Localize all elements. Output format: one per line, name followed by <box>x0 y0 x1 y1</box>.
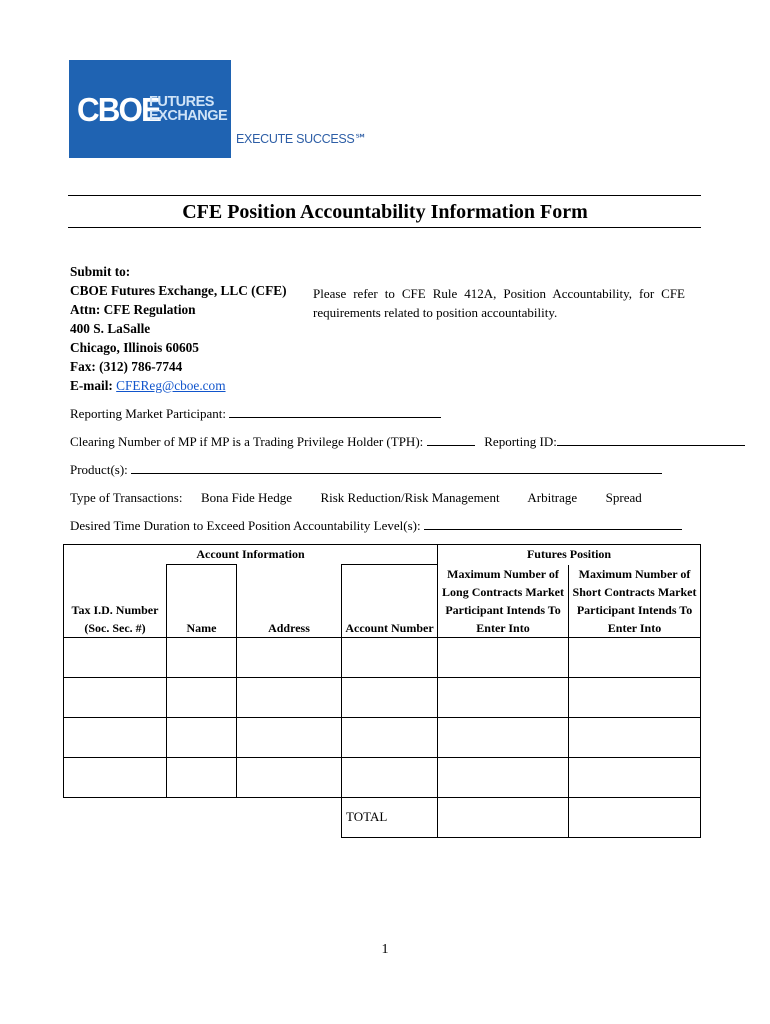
cell-tax-id[interactable] <box>64 717 167 757</box>
cell-name[interactable] <box>167 677 237 717</box>
total-label: TOTAL <box>342 797 438 837</box>
transactions-line <box>70 490 642 506</box>
submit-fax: Fax: (312) 786-7744 <box>70 359 183 374</box>
header-address: Address <box>237 565 342 638</box>
transaction-option-risk[interactable]: Risk Reduction/Risk Management <box>320 490 500 505</box>
submit-city: Chicago, Illinois 60605 <box>70 340 199 355</box>
cell-address[interactable] <box>237 637 342 677</box>
clearing-number-field[interactable] <box>427 435 475 446</box>
cell-max-short[interactable] <box>569 677 701 717</box>
transaction-option-spread[interactable]: Spread <box>605 490 642 505</box>
header-tax-id: Tax I.D. Number (Soc. Sec. #) <box>64 565 167 638</box>
reporting-mp-label: Reporting Market Participant: <box>70 406 226 421</box>
products-label: Product(s): <box>70 462 128 477</box>
reporting-mp-field[interactable] <box>229 407 441 418</box>
header-name: Name <box>167 565 237 638</box>
cell-account-number[interactable] <box>342 717 438 757</box>
reporting-id-field[interactable] <box>557 435 745 446</box>
cell-max-short[interactable] <box>569 757 701 797</box>
table-row <box>64 637 701 677</box>
cboe-logo <box>69 60 231 158</box>
table-row <box>64 717 701 757</box>
submit-street: 400 S. LaSalle <box>70 321 151 336</box>
cell-address[interactable] <box>237 677 342 717</box>
total-max-long[interactable] <box>438 797 569 837</box>
cell-max-long[interactable] <box>438 717 569 757</box>
cell-name[interactable] <box>167 637 237 677</box>
logo-line2: EXCHANGE <box>149 108 228 124</box>
table-row <box>64 757 701 797</box>
cell-account-number[interactable] <box>342 757 438 797</box>
page-number: 1 <box>381 942 389 957</box>
cell-max-long[interactable] <box>438 637 569 677</box>
desired-time-label: Desired Time Duration to Exceed Position Accountability Level(s): <box>70 518 421 533</box>
logo-futures-exchange <box>149 95 227 123</box>
submit-address-block <box>70 262 287 395</box>
futures-position-header: Futures Position <box>438 545 701 565</box>
transaction-option-hedge[interactable]: Bona Fide Hedge <box>200 490 292 505</box>
header-max-short: Maximum Number of Short Contracts Market Participant Intends To Enter Into <box>569 565 701 638</box>
products-field[interactable] <box>131 463 662 474</box>
cell-address[interactable] <box>237 717 342 757</box>
cell-max-long[interactable] <box>438 677 569 717</box>
cell-max-long[interactable] <box>438 757 569 797</box>
transactions-label: Type of Transactions: <box>70 490 183 505</box>
clearing-number-line <box>70 434 745 450</box>
table-row <box>64 677 701 717</box>
cell-max-short[interactable] <box>569 637 701 677</box>
clearing-number-label: Clearing Number of MP if MP is a Trading Privilege Holder (TPH): <box>70 434 424 449</box>
form-title: CFE Position Accountability Information Form <box>182 201 588 223</box>
desired-time-field[interactable] <box>424 519 682 530</box>
products-line <box>70 462 662 478</box>
header-account-number: Account Number <box>342 565 438 638</box>
cell-address[interactable] <box>237 757 342 797</box>
transaction-option-arbitrage[interactable]: Arbitrage <box>527 490 578 505</box>
cell-tax-id[interactable] <box>64 757 167 797</box>
header-max-long: Maximum Number of Long Contracts Market Participant Intends To Enter Into <box>438 565 569 638</box>
submit-attn: Attn: CFE Regulation <box>70 302 196 317</box>
cell-tax-id[interactable] <box>64 677 167 717</box>
total-row <box>64 797 701 837</box>
submit-heading: Submit to: <box>70 264 131 279</box>
logo-tagline: EXECUTE SUCCESS℠ <box>236 132 367 146</box>
title-top-rule <box>68 195 701 196</box>
cell-max-short[interactable] <box>569 717 701 757</box>
account-information-table <box>63 544 701 838</box>
cell-name[interactable] <box>167 757 237 797</box>
logo-line1: FUTURES <box>149 94 214 110</box>
title-bottom-rule <box>68 227 701 228</box>
account-information-header: Account Information <box>64 545 438 565</box>
email-label: E-mail: <box>70 378 113 393</box>
logo-brand: CBOE <box>77 91 160 128</box>
cell-name[interactable] <box>167 717 237 757</box>
cell-tax-id[interactable] <box>64 637 167 677</box>
cell-account-number[interactable] <box>342 677 438 717</box>
cell-account-number[interactable] <box>342 637 438 677</box>
submit-org: CBOE Futures Exchange, LLC (CFE) <box>70 283 287 298</box>
desired-time-line <box>70 518 682 534</box>
reporting-id-label: Reporting ID: <box>484 434 557 449</box>
email-link[interactable]: CFEReg@cboe.com <box>116 378 226 393</box>
submit-email-line <box>70 376 287 395</box>
rule-reference-text: Please refer to CFE Rule 412A, Position Accountability, for CFE requirements related to position accountability. <box>313 286 685 320</box>
reporting-mp-line <box>70 406 441 422</box>
total-max-short[interactable] <box>569 797 701 837</box>
